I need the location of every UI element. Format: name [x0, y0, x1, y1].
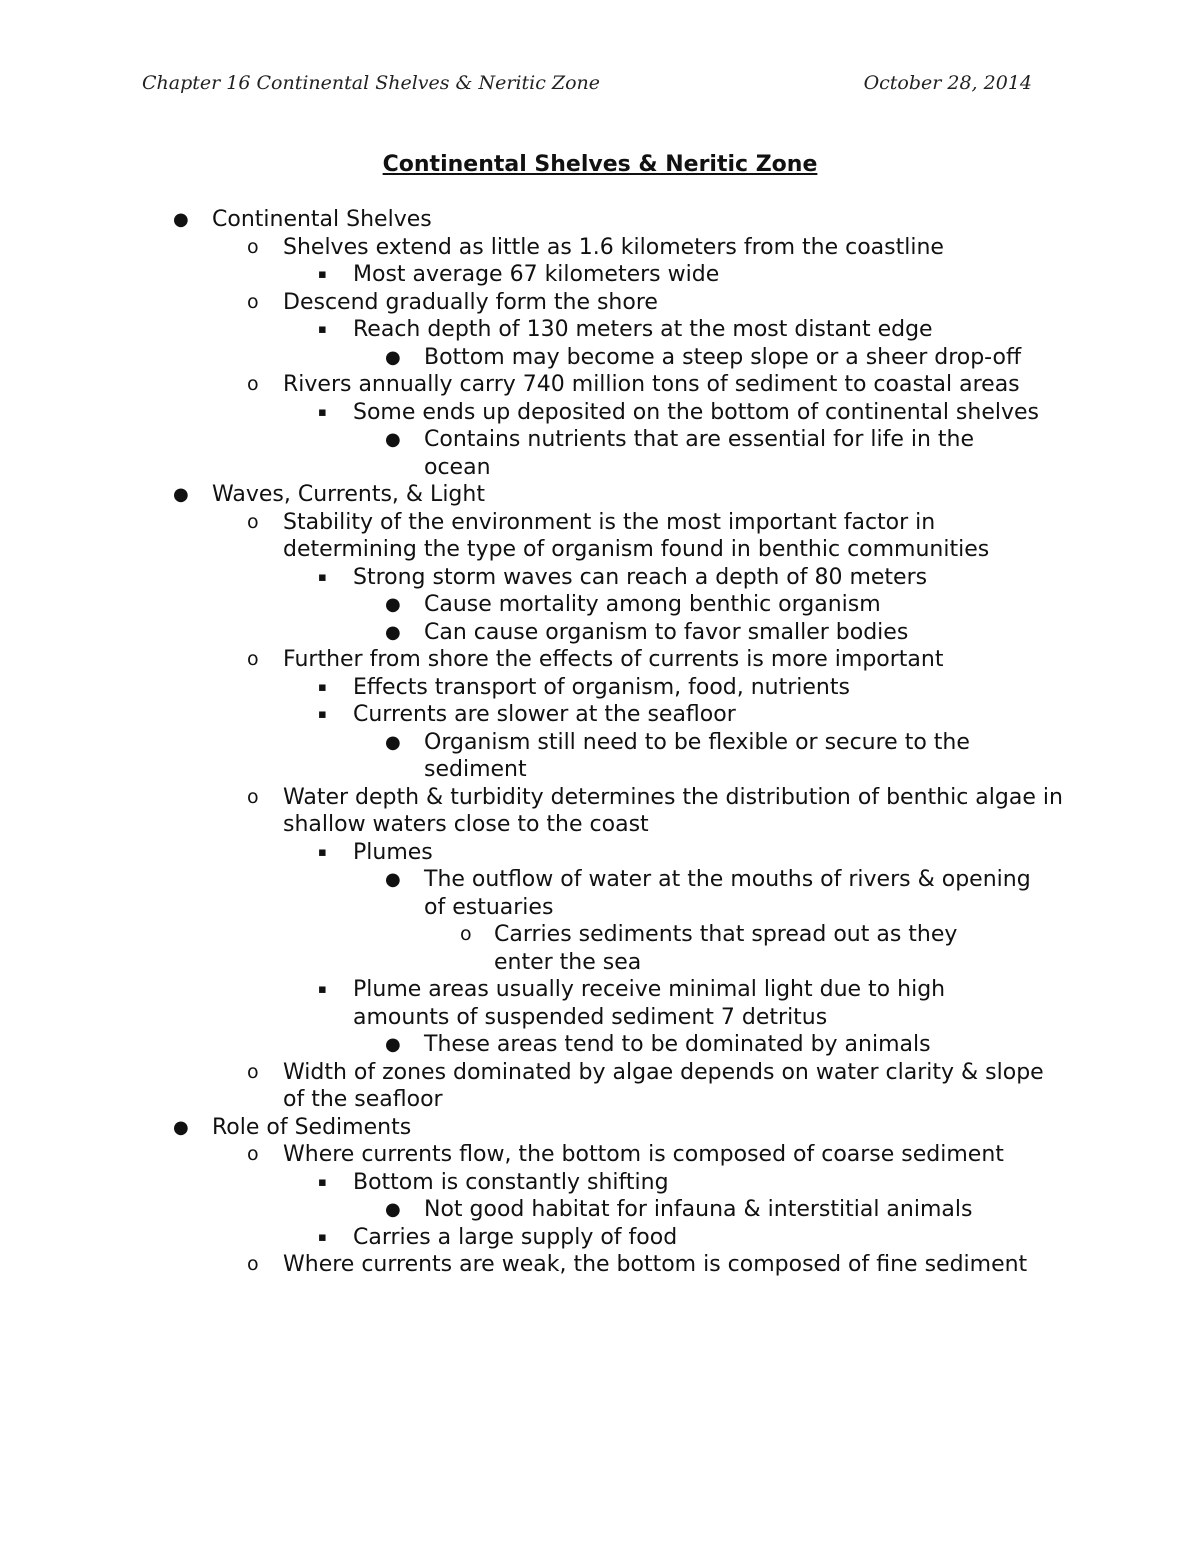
outline-item-level-4 — [0, 1196, 1039, 1224]
square-bullet-icon: ▪ — [318, 707, 327, 722]
outline-item-level-3 — [0, 1169, 1043, 1197]
header-date: October 28, 2014 — [863, 72, 1032, 94]
outline-item-text: These areas tend to be dominated by animals — [424, 1032, 931, 1057]
circle-bullet-icon: o — [247, 648, 259, 670]
disc-bullet-icon: ● — [385, 869, 401, 890]
disc-bullet-icon: ● — [385, 429, 401, 450]
outline-item-text: Waves, Currents, & Light — [212, 482, 485, 507]
circle-bullet-icon: o — [247, 1060, 259, 1083]
square-bullet-icon: ▪ — [318, 1229, 327, 1245]
outline-item-text: Stability of the environment is the most important factor in determining the type of organism found in benthic communities — [283, 509, 990, 562]
outline-item-level-3 — [0, 674, 1043, 702]
outline-item-text: Effects transport of organism, food, nutrients — [353, 674, 850, 700]
square-bullet-icon: ▪ — [318, 322, 327, 337]
circle-bullet-icon: o — [247, 1253, 259, 1275]
outline-item-level-5 — [0, 921, 1019, 976]
outline-item-level-1 — [0, 481, 1062, 509]
square-bullet-icon: ▪ — [318, 569, 327, 585]
outline-item-text: Currents are slower at the seafloor — [353, 702, 736, 727]
outline-item-level-4 — [0, 866, 1039, 921]
outline-item-level-3 — [0, 1224, 1043, 1252]
circle-bullet-icon: o — [247, 785, 259, 808]
outline-item-level-3 — [0, 839, 1043, 867]
outline-item-text: Rivers annually carry 740 million tons of sediment to coastal areas — [283, 372, 1020, 397]
circle-bullet-icon: o — [247, 373, 259, 395]
outline-item-level-2 — [0, 1141, 1063, 1169]
page-header — [142, 72, 1032, 102]
outline-item-level-2 — [0, 784, 1063, 839]
outline-item-level-2 — [0, 1059, 1063, 1114]
document-title: Continental Shelves & Neritic Zone — [382, 152, 818, 177]
outline-item-text: Bottom is constantly shifting — [353, 1169, 669, 1195]
disc-bullet-icon: ● — [385, 346, 401, 368]
square-bullet-icon: ▪ — [318, 1174, 327, 1190]
outline-item-text: Contains nutrients that are essential for life in the ocean — [424, 427, 975, 480]
outline-item-level-4 — [0, 344, 1039, 372]
outline-item-text: Some ends up deposited on the bottom of continental shelves — [353, 399, 1039, 425]
square-bullet-icon: ▪ — [318, 982, 327, 997]
header-chapter-title: Chapter 16 Continental Shelves & Neritic Zone — [142, 72, 601, 94]
disc-bullet-icon: ● — [173, 484, 189, 505]
outline-item-text: Role of Sediments — [212, 1114, 412, 1140]
outline-item-text: The outflow of water at the mouths of rivers & opening of estuaries — [424, 867, 1031, 920]
outline-item-text: Most average 67 kilometers wide — [353, 262, 720, 287]
outline-item-level-3 — [0, 316, 1043, 344]
outline-item-level-4 — [0, 426, 1039, 481]
square-bullet-icon: ▪ — [318, 404, 327, 420]
disc-bullet-icon: ● — [385, 1199, 401, 1220]
square-bullet-icon: ▪ — [318, 844, 327, 860]
outline-item-level-4 — [0, 619, 1039, 647]
outline-item-level-1 — [0, 206, 1062, 234]
outline-item-text: Plumes — [353, 839, 433, 865]
square-bullet-icon: ▪ — [318, 267, 327, 282]
disc-bullet-icon: ● — [385, 731, 401, 753]
outline-item-text: Shelves extend as little as 1.6 kilometers from the coastline — [283, 234, 944, 260]
circle-bullet-icon: o — [247, 510, 259, 533]
outline-item-text: Descend gradually form the shore — [283, 289, 658, 315]
circle-bullet-icon: o — [247, 235, 259, 258]
outline-item-text: Not good habitat for infauna & interstitial animals — [424, 1197, 973, 1222]
outline-item-level-3 — [0, 564, 1043, 592]
outline-item-text: Reach depth of 130 meters at the most distant edge — [353, 317, 933, 342]
outline-item-level-4 — [0, 729, 1039, 784]
circle-bullet-icon: o — [460, 923, 472, 945]
outline-item-text: Water depth & turbidity determines the distribution of benthic algae in shallow waters close to the coast — [283, 784, 1063, 837]
disc-bullet-icon: ● — [385, 594, 401, 615]
outline-item-text: Strong storm waves can reach a depth of 80 meters — [353, 564, 928, 590]
outline-item-text: Organism still need to be flexible or secure to the sediment — [424, 729, 970, 782]
outline-item-text: Width of zones dominated by algae depends on water clarity & slope of the seafloor — [283, 1059, 1044, 1112]
outline-item-level-4 — [0, 1031, 1039, 1059]
outline-item-level-3 — [0, 261, 1043, 289]
outline-item-level-2 — [0, 1251, 1063, 1279]
outline-item-level-2 — [0, 509, 1063, 564]
outline-item-text: Bottom may become a steep slope or a sheer drop-off — [424, 344, 1022, 370]
outline-item-text: Further from shore the effects of currents is more important — [283, 647, 944, 672]
disc-bullet-icon: ● — [385, 621, 401, 643]
outline-item-text: Carries sediments that spread out as they enter the sea — [494, 922, 958, 975]
outline-item-text: Carries a large supply of food — [353, 1224, 678, 1250]
outline-item-level-2 — [0, 234, 1063, 262]
square-bullet-icon: ▪ — [318, 679, 327, 695]
outline-item-text: Where currents flow, the bottom is composed of coarse sediment — [283, 1142, 1004, 1167]
outline-item-level-4 — [0, 591, 1039, 619]
outline-item-text: Where currents are weak, the bottom is composed of fine sediment — [283, 1252, 1028, 1277]
outline-item-level-3 — [0, 976, 1043, 1031]
disc-bullet-icon: ● — [173, 1116, 189, 1138]
outline-item-level-3 — [0, 399, 1043, 427]
outline-item-level-2 — [0, 371, 1063, 399]
circle-bullet-icon: o — [247, 1143, 259, 1165]
outline-item-text: Cause mortality among benthic organism — [424, 592, 881, 617]
notes-outline — [0, 206, 1200, 1279]
disc-bullet-icon: ● — [385, 1034, 401, 1055]
outline-item-text: Continental Shelves — [212, 207, 432, 232]
disc-bullet-icon: ● — [173, 209, 189, 230]
outline-item-text: Plume areas usually receive minimal light due to high amounts of suspended sediment 7 detritus — [353, 977, 946, 1030]
outline-item-text: Can cause organism to favor smaller bodies — [424, 619, 909, 645]
outline-item-level-3 — [0, 701, 1043, 729]
outline-item-level-1 — [0, 1114, 1062, 1142]
outline-item-level-2 — [0, 646, 1063, 674]
circle-bullet-icon: o — [247, 290, 259, 313]
outline-item-level-2 — [0, 289, 1063, 317]
